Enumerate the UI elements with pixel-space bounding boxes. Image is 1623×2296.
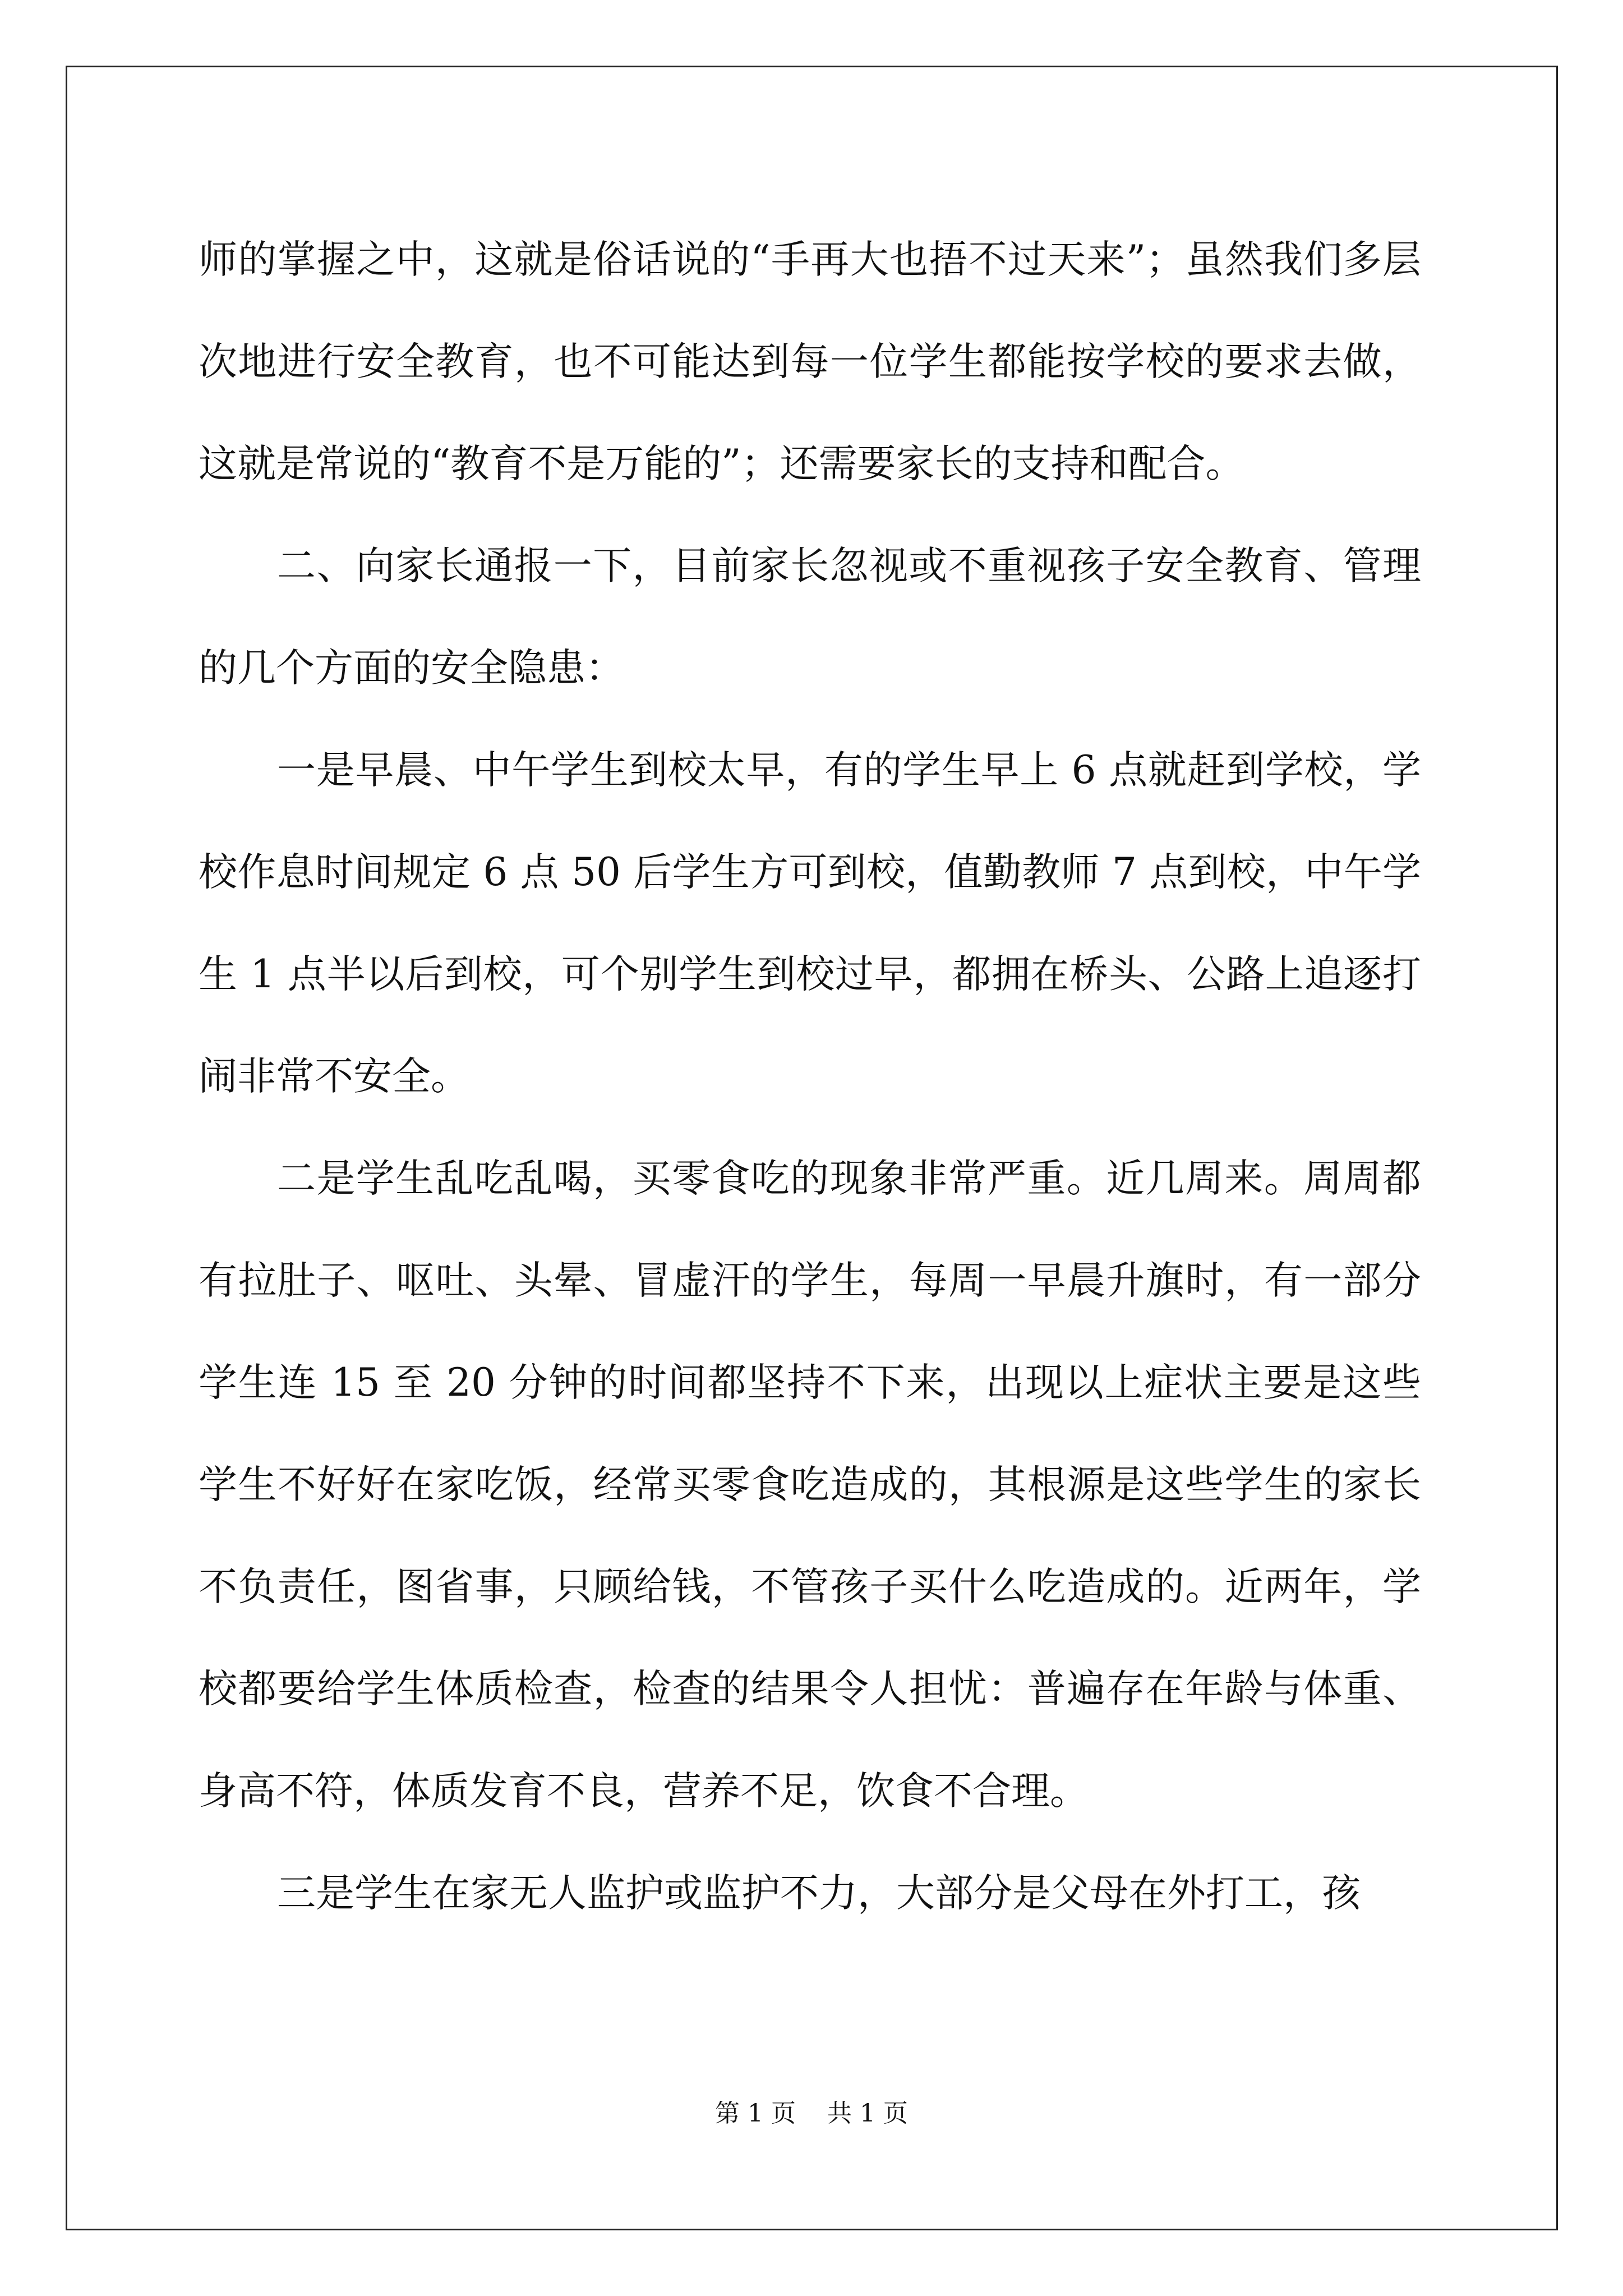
paragraph-1: 师的掌握之中，这就是俗话说的“手再大也捂不过天来”；虽然我们多层次地进行安全教育，也不可能达到每一位学生都能按学校的要求去做，这就是常说的“教育不是万能的”；还需要家长的支持和配合。 xyxy=(199,237,1421,486)
page-number-footer: 第 1 页 共 1 页 xyxy=(715,2099,908,2128)
document-body xyxy=(199,209,1421,1944)
paragraph-4: 二是学生乱吃乱喝，买零食吃的现象非常严重。近几周来。周周都有拉肚子、呕吐、头晕、冒虚汗的学生，每周一早晨升旗时，有一部分学生连 15 至 20 分钟的时间都坚持不下来，出现以上症状主要是这些学生不好好在家吃饭，经常买零食吃造成的，其根源是这些学生的家长不负责任，图省事，只顾给钱，不管孩子买什么吃造成的。近两年，学校都要给学生体质检查，检查的结果令人担忧：普遍存在年龄与体重、身高不符，体质发育不良，营养不足，饮食不合理。 xyxy=(199,1156,1421,1814)
paragraph-3: 一是早晨、中午学生到校太早，有的学生早上 6 点就赶到学校，学校作息时间规定 6 点 50 后学生方可到校，值勤教师 7 点到校，中午学生 1 点半以后到校，可个别学生到校过早，都拥在桥头、公路上追逐打闹非常不安全。 xyxy=(199,748,1421,1099)
paragraph-5: 三是学生在家无人监护或监护不力，大部分是父母在外打工，孩 xyxy=(277,1871,1361,1916)
paragraph-2: 二、向家长通报一下，目前家长忽视或不重视孩子安全教育、管理的几个方面的安全隐患： xyxy=(199,544,1421,691)
